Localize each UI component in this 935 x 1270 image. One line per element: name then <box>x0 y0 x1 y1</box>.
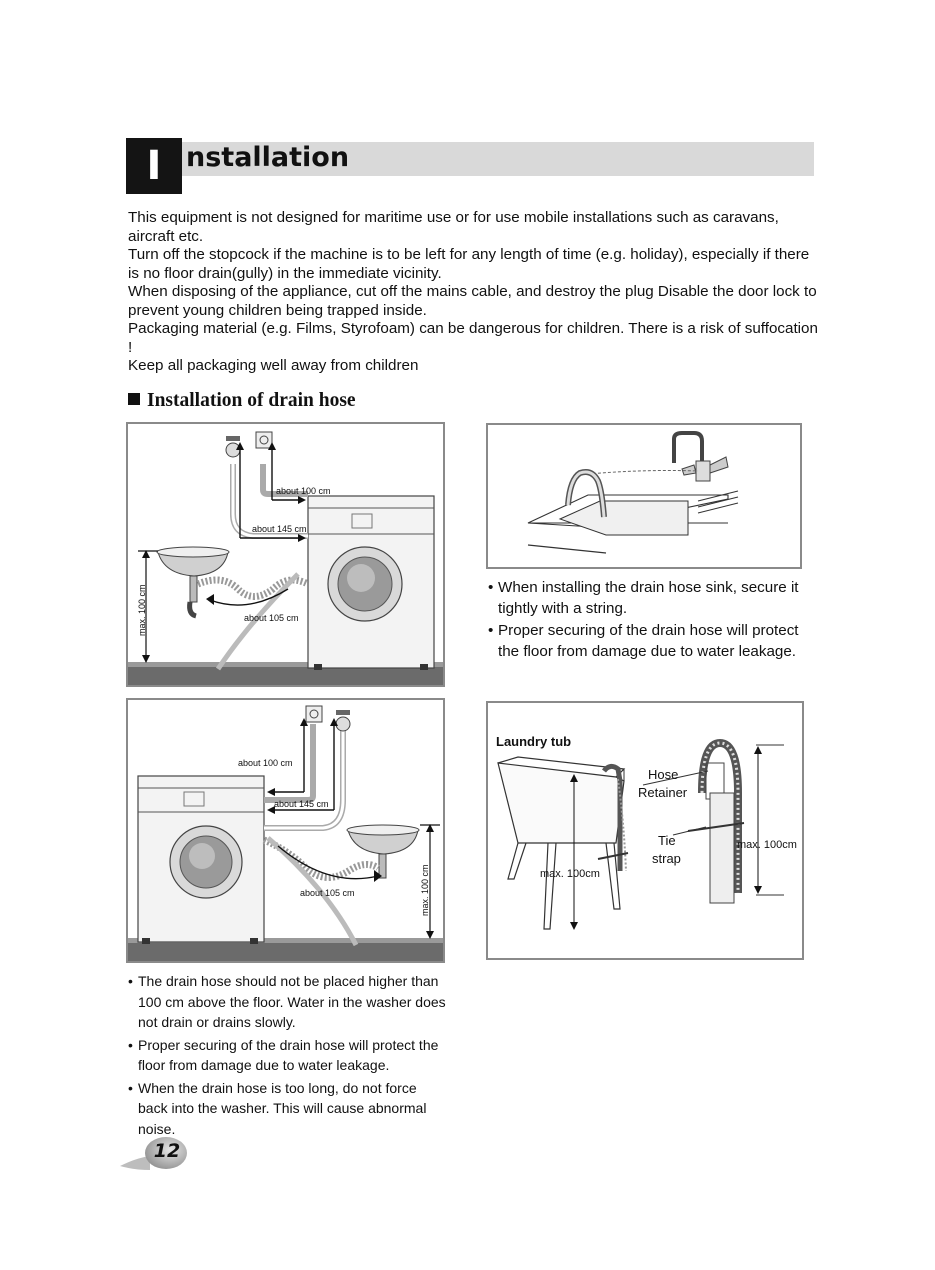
square-bullet-icon <box>128 393 140 405</box>
figure-drain-hose-kitchen-sink <box>486 423 802 569</box>
label-strap: strap <box>652 851 681 866</box>
header-initial: I <box>146 143 162 189</box>
list-item: • Proper securing of the drain hose will protect the floor from damage due to water leakage. <box>488 621 808 662</box>
figure-4-illustration <box>488 703 802 958</box>
label-about-100: about 100 cm <box>238 758 293 768</box>
intro-paragraph: When disposing of the appliance, cut off the mains cable, and destroy the plug Disable the door lock to prevent young children being trapped inside. <box>128 283 817 319</box>
label-about-145: about 145 cm <box>274 799 329 809</box>
intro-paragraph: Keep all packaging well away from children <box>128 357 419 374</box>
label-tie: Tie <box>658 833 676 848</box>
label-about-105: about 105 cm <box>244 613 299 623</box>
label-max-100: max. 100 cm <box>420 864 430 916</box>
header-initial-box <box>126 138 182 194</box>
page-number-badge <box>120 1136 192 1172</box>
intro-paragraph: This equipment is not designed for maritime use or for use mobile installations such as caravans, aircraft etc. <box>128 209 779 245</box>
label-max-100: max. 100 cm <box>137 584 147 636</box>
list-item: • When the drain hose is too long, do not force back into the washer. This will cause abnormal noise. <box>128 1078 448 1140</box>
label-about-100: about 100 cm <box>276 486 331 496</box>
list-item: • The drain hose should not be placed higher than 100 cm above the floor. Water in the washer does not drain or drains slowly. <box>128 971 448 1033</box>
label-retainer: Retainer <box>638 785 688 800</box>
intro-text <box>128 209 818 376</box>
page-title: nstallation <box>186 142 350 173</box>
figure-1-illustration <box>128 424 443 685</box>
section-title <box>128 389 356 413</box>
label-max-left: max. 100cm <box>540 868 600 880</box>
figure-drain-hose-sink-right <box>126 698 445 963</box>
label-about-145: about 145 cm <box>252 524 307 534</box>
intro-paragraph: Packaging material (e.g. Films, Styrofoam) can be dangerous for children. There is a risk of suffocation ! <box>128 320 818 356</box>
intro-paragraph: Turn off the stopcock if the machine is to be left for any length of time (e.g. holiday), especially if there is no floor drain(gully) in the immediate vicinity. <box>128 246 810 282</box>
list-item: • When installing the drain hose sink, secure it tightly with a string. <box>488 578 808 619</box>
left-bullet-list <box>128 971 448 1141</box>
page-number: 12 <box>153 1140 181 1162</box>
laundry-tub-label: Laundry tub <box>496 734 572 749</box>
label-hose: Hose <box>648 767 679 782</box>
figure-laundry-tub <box>486 701 804 960</box>
figure-3-illustration <box>128 700 443 961</box>
figure-2-illustration <box>488 425 800 567</box>
label-about-105: about 105 cm <box>300 888 355 898</box>
figure-drain-hose-sink-left <box>126 422 445 687</box>
section-title-text: Installation of drain hose <box>147 390 356 411</box>
list-item: • Proper securing of the drain hose will protect the floor from damage due to water leakage. <box>128 1035 448 1076</box>
label-max-right: max. 100cm <box>737 839 797 851</box>
right-bullet-list <box>488 578 808 664</box>
